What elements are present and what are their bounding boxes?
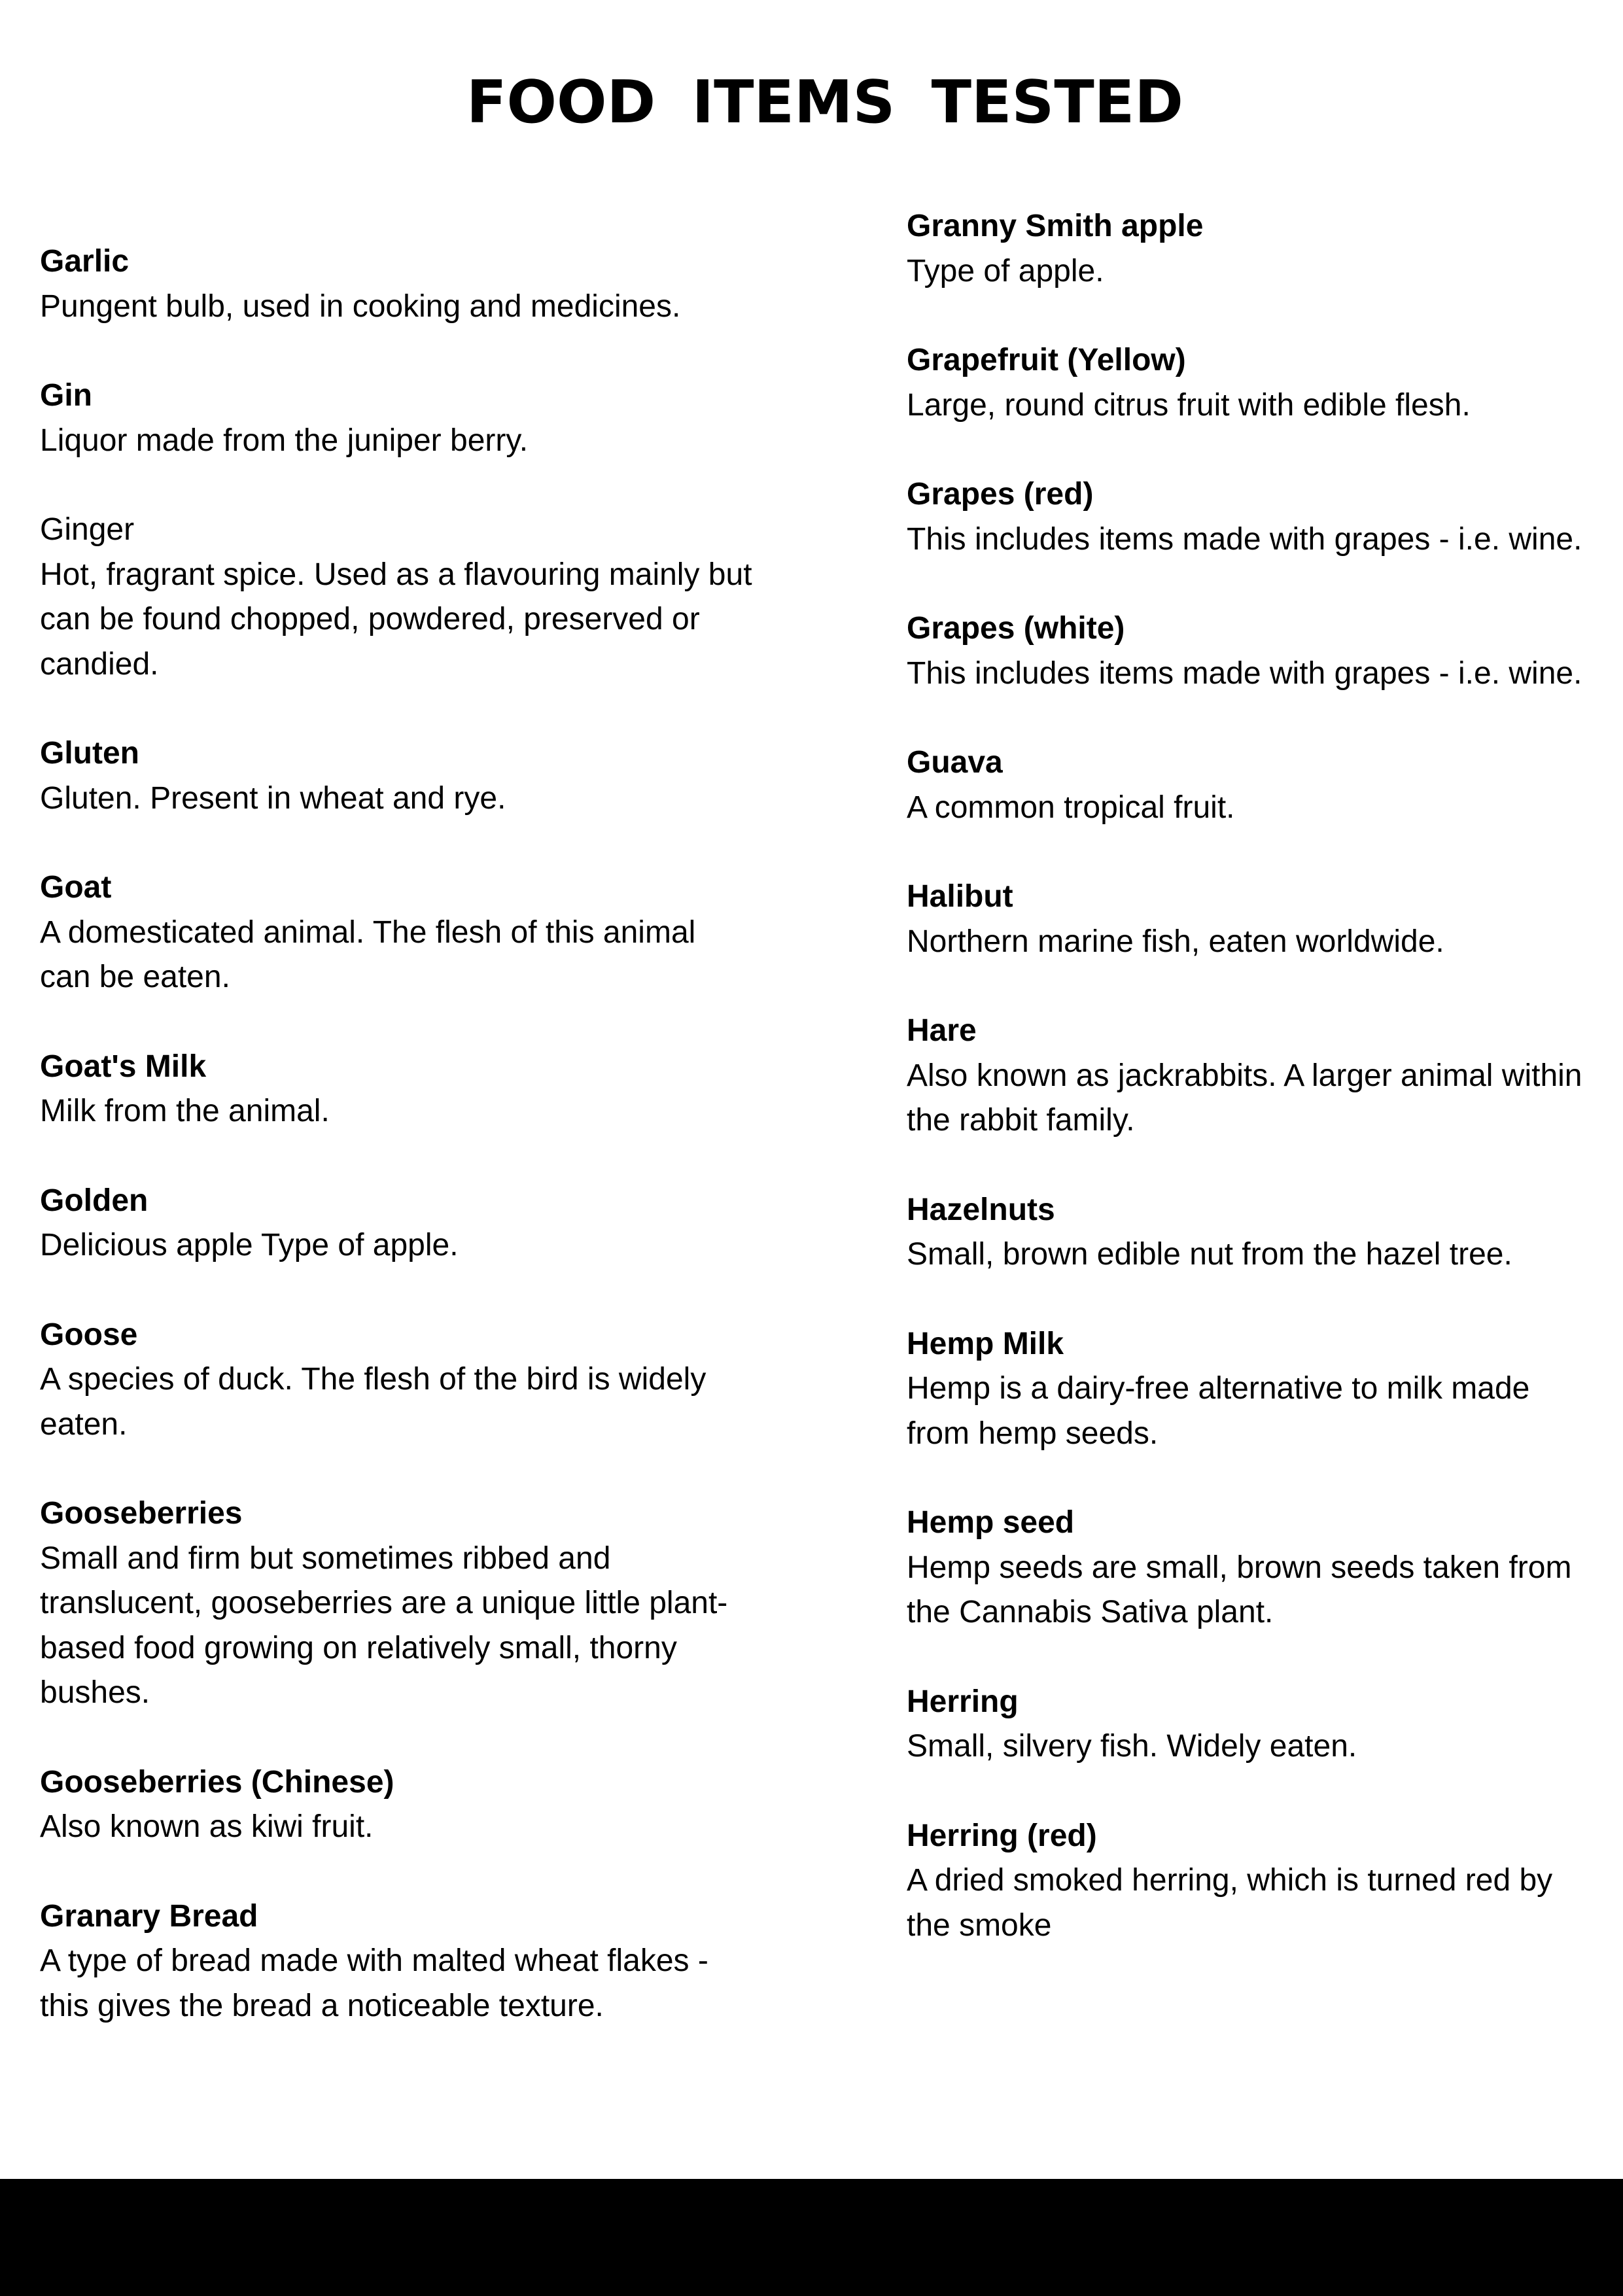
food-description: Milk from the animal. (40, 1094, 330, 1128)
food-entry-halibut (907, 875, 1600, 964)
food-entry-granary-bread (40, 1894, 753, 2029)
food-description: A dried smoked herring, which is turned red by the smoke (907, 1863, 1553, 1943)
food-entry-gooseberries-chinese (40, 1760, 753, 1850)
food-description: This includes items made with grapes - i.e. wine. (907, 655, 1582, 691)
food-entry-granny-smith-apple (907, 204, 1600, 294)
food-entry-gin (40, 374, 753, 463)
food-entry-gluten (40, 731, 753, 821)
food-entry-grapes-white (907, 606, 1600, 696)
food-description: Hot, fragrant spice. Used as a flavouring mainly but can be found chopped, powdered, preserved or candied. (40, 557, 752, 682)
food-description: A common tropical fruit. (907, 790, 1235, 825)
food-name: Granny Smith apple (907, 209, 1204, 243)
food-name: Herring (907, 1684, 1019, 1719)
food-name: Granary Bread (40, 1898, 258, 1934)
food-entry-ginger (40, 508, 753, 687)
food-name: Gooseberries (Chinese) (40, 1764, 394, 1800)
food-entry-goats-milk (40, 1045, 753, 1134)
food-description: This includes items made with grapes - i.e. wine. (907, 521, 1582, 557)
food-entry-hare (907, 1009, 1600, 1143)
food-description: Hemp seeds are small, brown seeds taken from the Cannabis Sativa plant. (907, 1550, 1572, 1629)
food-description: Northern marine fish, eaten worldwide. (907, 924, 1444, 959)
food-entry-golden (40, 1179, 753, 1268)
food-description: Gluten. Present in wheat and rye. (40, 780, 506, 816)
food-name: Goat (40, 870, 112, 905)
food-entry-gooseberries (40, 1491, 753, 1716)
food-entry-goat (40, 865, 753, 1000)
right-column (907, 204, 1600, 1992)
food-description: Type of apple. (907, 253, 1104, 288)
food-name: Garlic (40, 244, 130, 279)
food-description: A species of duck. The flesh of the bird is widely eaten. (40, 1362, 707, 1442)
food-description: A domesticated animal. The flesh of this animal can be eaten. (40, 914, 696, 994)
food-name: Hare (907, 1013, 977, 1048)
food-name: Gluten (40, 736, 139, 771)
page-title: FOOD ITEMS TESTED (466, 68, 1183, 137)
food-description: Small and firm but sometimes ribbed and translucent, gooseberries are a unique little plant-based food growing on relatively small, thorny bushes. (40, 1540, 728, 1710)
food-name: Grapes (white) (907, 611, 1125, 646)
food-entry-goose (40, 1313, 753, 1448)
food-name: Hemp Milk (907, 1326, 1064, 1361)
food-name: Halibut (907, 879, 1013, 914)
footer-bar (0, 2179, 1623, 2296)
food-name: Hemp seed (907, 1505, 1075, 1540)
food-entry-herring-red (907, 1814, 1600, 1949)
food-name: Ginger (40, 512, 135, 547)
food-name: Grapes (red) (907, 477, 1094, 512)
food-entry-hemp-seed (907, 1501, 1600, 1635)
food-description: Also known as jackrabbits. A larger animal within the rabbit family. (907, 1058, 1582, 1138)
left-column (40, 239, 753, 2073)
food-entry-hemp-milk (907, 1322, 1600, 1457)
food-description: Small, brown edible nut from the hazel tree. (907, 1237, 1512, 1272)
food-name: Gooseberries (40, 1496, 243, 1531)
food-entry-guava (907, 740, 1600, 830)
food-entry-hazelnuts (907, 1188, 1600, 1278)
food-name: Gin (40, 378, 92, 413)
food-name: Guava (907, 745, 1003, 780)
food-entry-garlic (40, 239, 753, 329)
food-description: Hemp is a dairy-free alternative to milk made from hemp seeds. (907, 1371, 1530, 1451)
food-name: Golden (40, 1183, 148, 1218)
food-description: Also known as kiwi fruit. (40, 1809, 374, 1844)
food-entry-herring (907, 1680, 1600, 1769)
food-name: Hazelnuts (907, 1192, 1055, 1227)
food-entry-grapefruit-yellow (907, 338, 1600, 428)
food-description: Large, round citrus fruit with edible flesh. (907, 387, 1471, 423)
food-name: Goose (40, 1317, 138, 1352)
food-description: Pungent bulb, used in cooking and medicines. (40, 288, 681, 324)
food-description: Small, silvery fish. Widely eaten. (907, 1729, 1357, 1764)
food-description: Delicious apple Type of apple. (40, 1228, 459, 1262)
food-description: A type of bread made with malted wheat flakes - this gives the bread a noticeable texture. (40, 1943, 708, 2023)
food-description: Liquor made from the juniper berry. (40, 423, 529, 458)
food-name: Herring (red) (907, 1818, 1097, 1853)
food-name: Grapefruit (Yellow) (907, 343, 1186, 377)
food-name: Goat's Milk (40, 1049, 207, 1084)
food-entry-grapes-red (907, 472, 1600, 562)
